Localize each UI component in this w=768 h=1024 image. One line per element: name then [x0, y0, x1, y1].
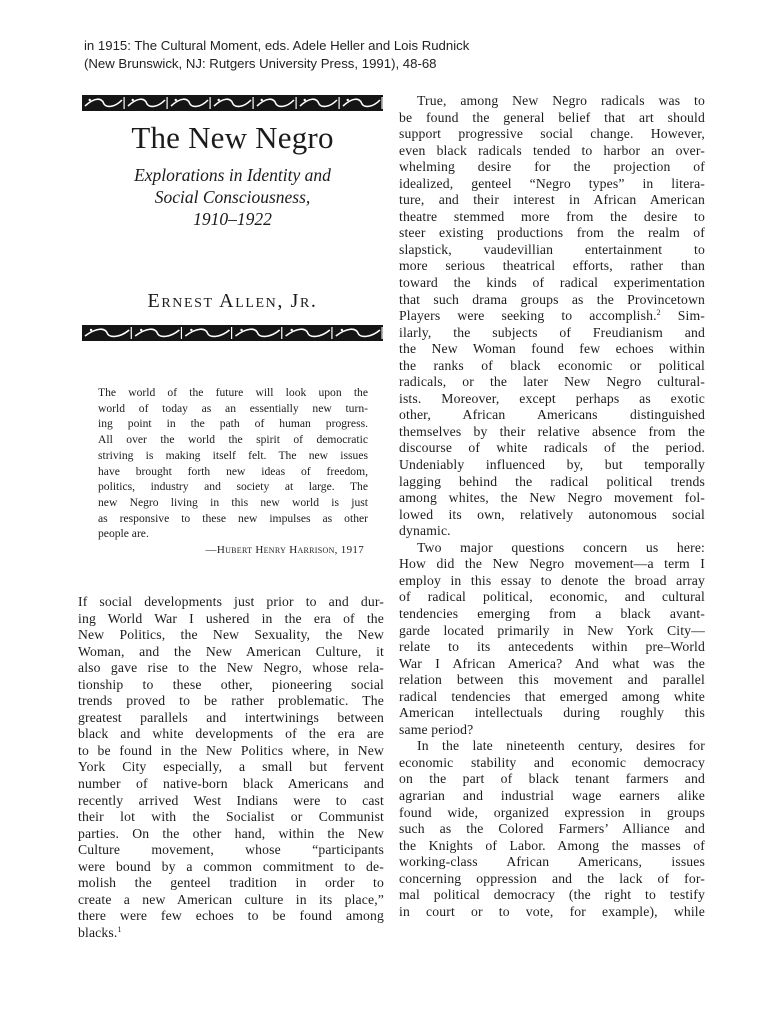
body-line: ilarly, the subjects of Freudianism and	[399, 324, 705, 340]
body-line: among whites, the New Negro movement fol-	[399, 490, 705, 506]
body-line: blacks.$^1$	[78, 924, 122, 940]
body-line: radical tendencies that emerged among white	[399, 688, 705, 704]
epigraph-line: All over the world the spirit of democratic	[98, 433, 368, 447]
article-author: Ernest Allen, Jr.	[147, 290, 318, 312]
article-subtitle	[82, 164, 383, 230]
body-line: ing World War I ushered in the era of the	[78, 610, 384, 626]
body-line: tionship to these other, pioneering social	[78, 676, 384, 692]
body-line: on the part of black tenant farmers and	[399, 771, 705, 787]
body-line: slapstick, vaudevillian entertainment to	[399, 241, 705, 257]
body-line: mal political democracy (the right to testify	[399, 887, 705, 903]
body-line: support progressive social change. However,	[399, 126, 705, 142]
body-line: radicals, or the later New Negro cultural-	[399, 374, 705, 390]
body-line: New Politics, the New Sexuality, the New	[78, 627, 384, 643]
body-line: theatre stemmed more from the desire to	[399, 208, 705, 224]
body-line: to be found in the New Politics where, in New	[78, 742, 384, 758]
epigraph-line: politics, industry and society at large. The	[98, 480, 368, 494]
body-line: such as the Colored Farmers’ Alliance and	[399, 821, 705, 837]
body-line: the New Woman found few echoes within	[399, 341, 705, 357]
body-line: working-class African Americans, issues	[399, 854, 705, 870]
body-line: In the late nineteenth century, desires for	[417, 738, 705, 754]
body-line: that such drama groups as the Provincetown	[399, 291, 705, 307]
body-line: ture, and their interest in African American	[399, 192, 705, 208]
attribution-name: Hubert Henry Harrison,	[216, 544, 338, 556]
body-line: in court or to vote, for example), while	[399, 903, 705, 919]
body-column-right	[399, 93, 705, 920]
body-line: also gave rise to the New Negro, whose rela-	[78, 660, 384, 676]
body-line: molish the genteel tradition in order to	[78, 875, 384, 891]
body-line: their lot with the Socialist or Communist	[78, 809, 384, 825]
body-line: trends proved to be rather problematic. The	[78, 693, 384, 709]
body-line: American intellectuals during roughly this	[399, 705, 705, 721]
body-line: whelming desire for the projection of	[399, 159, 705, 175]
body-line: recently arrived West Indians were to cast	[78, 792, 384, 808]
attribution-year: 1917	[340, 544, 364, 556]
ornament-border-bottom	[82, 325, 383, 341]
citation-line-2: (New Brunswick, NJ: Rutgers University Press, 1991), 48-68	[84, 56, 437, 71]
body-line: tendencies emerging from a black avant-	[399, 605, 705, 621]
subtitle-line: Explorations in Identity and	[134, 165, 331, 185]
body-line: Players were seeking to accomplish.$^2$ Sim-	[399, 308, 705, 324]
body-line: York City especially, a small but fervent	[78, 759, 384, 775]
ornament-border-top	[82, 95, 383, 111]
body-line: even black radicals tended to harbor an over-	[399, 142, 705, 158]
body-line: steer existing productions from the realm of	[399, 225, 705, 241]
subtitle-line: 1910–1922	[193, 209, 272, 229]
footnote-marker: 2	[656, 308, 661, 318]
body-line: If social developments just prior to and dur-	[78, 594, 384, 609]
body-line: relate to its antecedents within pre–World	[399, 639, 705, 655]
body-line: lagging behind the radical political trends	[399, 473, 705, 489]
epigraph-line: have brought forth new ideas of freedom,	[98, 464, 368, 478]
subtitle-line: Social Consciousness,	[154, 187, 311, 207]
body-line: Culture movement, whose “participants	[78, 842, 384, 858]
body-line: greatest parallels and intertwinings between	[78, 709, 384, 725]
body-line: other, African Americans distinguished	[399, 407, 705, 423]
body-line: the Knights of Labor. Among the masses of	[399, 837, 705, 853]
body-line: were bound by a common commitment to de-	[78, 858, 384, 874]
body-line: concerning oppression and the lack of for-	[399, 870, 705, 886]
body-line: employ in this essay to denote the broad array	[399, 572, 705, 588]
body-line: toward the kinds of radical experimentation	[399, 275, 705, 291]
epigraph-quote	[98, 385, 368, 542]
epigraph-line: striving is making itself felt. The new issues	[98, 448, 368, 462]
epigraph-line: ing point in the path of human progress.	[98, 417, 368, 431]
body-line: lowed its own, relatively autonomous social	[399, 506, 705, 522]
body-line: there were few echoes to be found among	[78, 908, 384, 924]
body-line: garde located primarily in New York City—	[399, 622, 705, 638]
body-column-left	[78, 594, 384, 941]
body-line: relation between this movement and parallel	[399, 672, 705, 688]
body-line: parties. On the other hand, within the New	[78, 825, 384, 841]
body-line: dynamic.	[399, 523, 451, 539]
epigraph-line: people are.	[98, 527, 149, 541]
body-line: more serious theatrical efforts, rather than	[399, 258, 705, 274]
body-line: How did the New Negro movement—a term I	[399, 556, 705, 572]
body-line: ists. Moreover, except perhaps as exotic	[399, 390, 705, 406]
body-line: Woman, and the New American Culture, it	[78, 643, 384, 659]
body-line: of radical political, economic, and cultural	[399, 589, 705, 605]
citation-header	[84, 37, 724, 73]
epigraph-line: The world of the future will look upon the	[98, 386, 368, 399]
body-line: economic stability and economic democracy	[399, 754, 705, 770]
body-line: Two major questions concern us here:	[417, 539, 705, 555]
body-line: War I African America? And what was the	[399, 655, 705, 671]
body-line: be found the general belief that art should	[399, 109, 705, 125]
footnote-marker: 1	[117, 924, 122, 934]
body-line: create a new American culture in its place,”	[78, 891, 384, 907]
body-line: agrarian and industrial wage earners alike	[399, 787, 705, 803]
body-line: black and white developments of the era are	[78, 726, 384, 742]
body-line: found wide, organized expression in groups	[399, 804, 705, 820]
body-line: True, among New Negro radicals was to	[417, 93, 705, 108]
body-line: same period?	[399, 721, 474, 737]
body-line: idealized, genteel “Negro types” in litera-	[399, 175, 705, 191]
epigraph-line: world of today as an essentially new turn-	[98, 401, 368, 415]
epigraph-line: as responsive to these new impulses as other	[98, 511, 368, 525]
body-line: number of native-born black Americans and	[78, 776, 384, 792]
citation-line-1: in 1915: The Cultural Moment, eds. Adele Heller and Lois Rudnick	[84, 38, 470, 53]
body-line: discourse of white radicals of the period.	[399, 440, 705, 456]
epigraph-line: new Negro living in this new world is just	[98, 495, 368, 509]
body-line: the ranks of black economic or political	[399, 357, 705, 373]
article-title: The New Negro	[131, 120, 334, 155]
attribution-dash: —	[205, 544, 217, 556]
body-line: Undeniably influenced by, but temporally	[399, 457, 705, 473]
epigraph-attribution	[98, 543, 364, 557]
body-line: themselves by their relative absence from the	[399, 423, 705, 439]
